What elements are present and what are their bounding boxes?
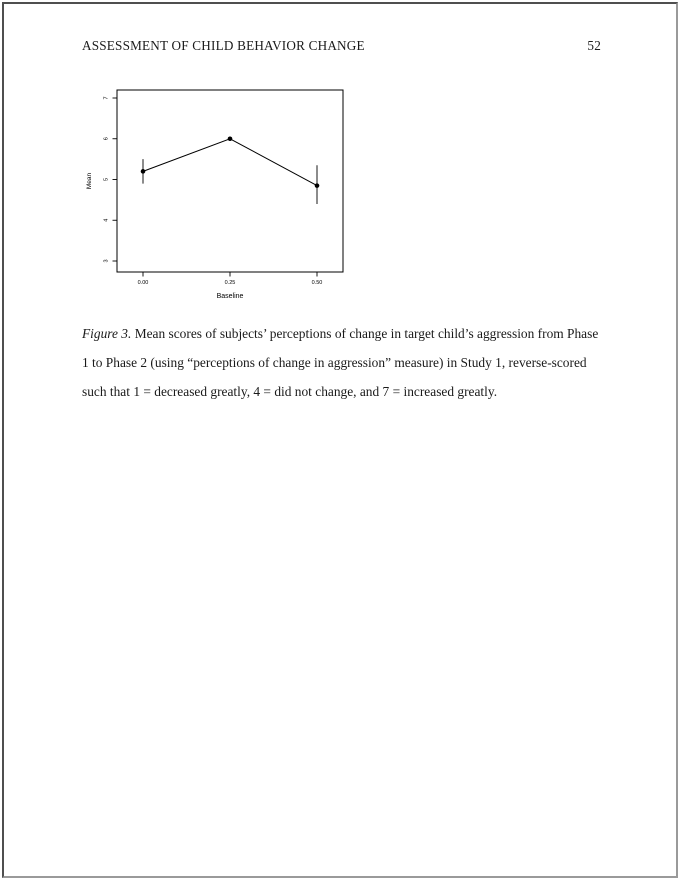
data-point — [141, 169, 146, 174]
caption-line: such that 1 = decreased greatly, 4 = did not change, and 7 = increased greatly. — [82, 384, 498, 399]
x-axis-title: Baseline — [216, 293, 244, 300]
series-line — [143, 139, 317, 186]
caption-line: 1 to Phase 2 (using “perceptions of change in aggression” measure) in Study 1, reverse-scored — [82, 355, 587, 370]
y-axis-tick-label: 4 — [103, 218, 110, 222]
y-axis-tick-label: 5 — [103, 177, 110, 182]
page-header — [82, 38, 601, 54]
y-axis-tick-label: 6 — [103, 137, 110, 141]
caption-line: Figure 3. Mean scores of subjects’ perceptions of change in target child’s aggression from Phase — [82, 326, 599, 341]
figure-caption — [82, 319, 610, 406]
figure-chart — [80, 80, 360, 310]
x-axis-tick-label: 0.50 — [311, 280, 323, 286]
figure-label: Figure 3. — [82, 326, 132, 341]
data-point — [315, 183, 320, 188]
line-chart-svg — [80, 80, 360, 310]
x-axis-tick-label: 0.00 — [137, 280, 149, 286]
data-point — [228, 136, 233, 141]
y-axis-title: Mean — [86, 172, 93, 190]
x-axis-tick-label: 0.25 — [224, 280, 236, 286]
page-number: 52 — [587, 38, 601, 53]
y-axis-tick-label: 3 — [103, 259, 110, 263]
y-axis-tick-label: 7 — [103, 96, 110, 100]
running-head: ASSESSMENT OF CHILD BEHAVIOR CHANGE — [82, 38, 365, 53]
